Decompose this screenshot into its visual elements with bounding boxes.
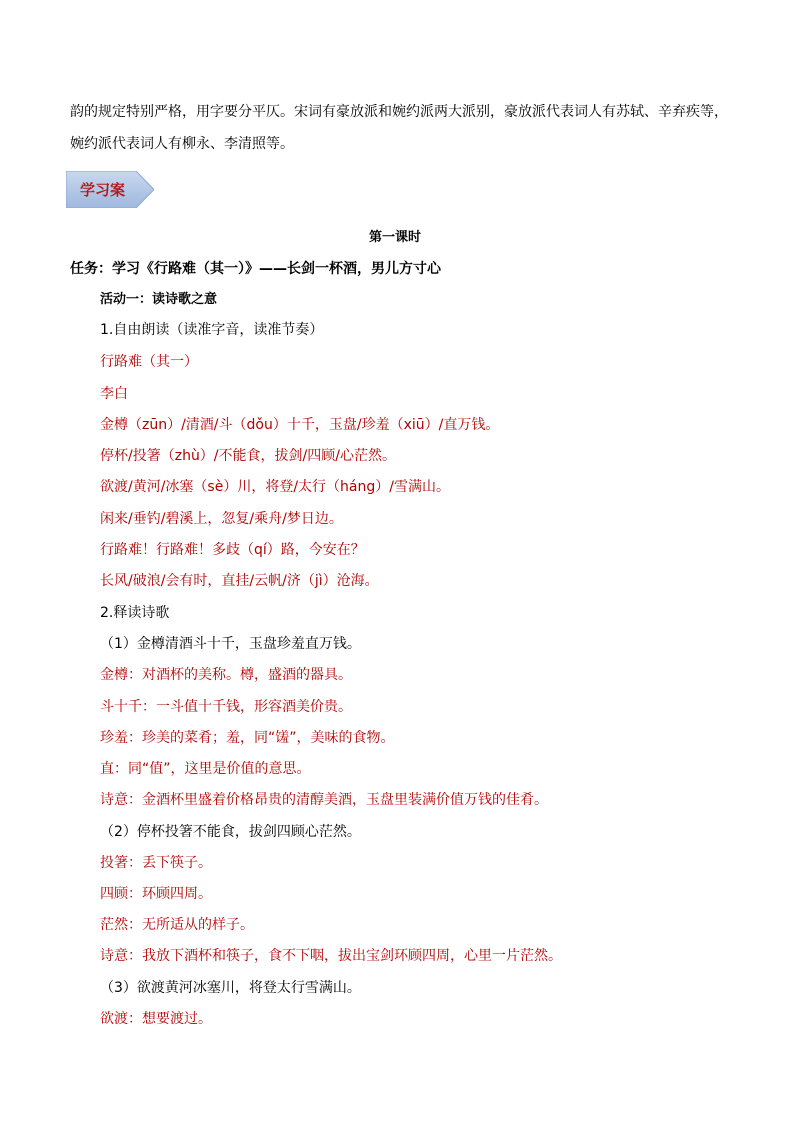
poem-line: 欲渡/黄河/冰塞（sè）川，将登/太行（háng）/雪满山。 <box>100 479 450 495</box>
note-line: 投箸：丢下筷子。 <box>100 855 212 871</box>
section-title: 第一课时 <box>369 230 422 245</box>
poem-title: 行路难（其一） <box>100 354 198 370</box>
poem-line: 长风/破浪/会有时，直挂/云帆/济（jì）沧海。 <box>100 573 379 589</box>
note-line: 直：同“值”，这里是价值的意思。 <box>100 761 311 777</box>
poem-line: 停杯/投箸（zhù）/不能食，拔剑/四顾/心茫然。 <box>100 448 396 464</box>
poem-author: 李白 <box>100 386 128 402</box>
note-line: 诗意：我放下酒杯和筷子，食不下咽，拔出宝剑环顾四周，心里一片茫然。 <box>100 948 562 964</box>
note-line: 欲渡：想要渡过。 <box>100 1011 212 1027</box>
intro-line-2: 婉约派代表词人有柳永、李清照等。 <box>70 136 294 152</box>
note-line: 茫然：无所适从的样子。 <box>100 917 254 933</box>
question-2: （2）停杯投箸不能食，拔剑四顾心茫然。 <box>100 824 361 840</box>
tag-label: 学习案 <box>80 181 126 199</box>
note-line: 斗十千：一斗值十千钱，形容酒美价贵。 <box>100 699 352 715</box>
study-plan-tag <box>66 171 154 208</box>
question-1: （1）金樽清酒斗十千，玉盘珍羞直万钱。 <box>100 636 361 652</box>
note-line: 珍羞：珍美的菜肴；羞，同“馐”，美味的食物。 <box>100 730 395 746</box>
intro-line-1: 韵的规定特别严格，用字要分平仄。宋词有豪放派和婉约派两大派别，豪放派代表词人有苏轼、辛弃疾等， <box>70 104 728 120</box>
question-3: （3）欲渡黄河冰塞川，将登太行雪满山。 <box>100 980 361 996</box>
task-title: 任务：学习《行路难（其一）》——长剑一杯酒，男儿方寸心 <box>70 261 441 277</box>
step1-title: 1.自由朗读（读准字音，读准节奏） <box>100 322 324 338</box>
poem-line: 闲来/垂钓/碧溪上，忽复/乘舟/梦日边。 <box>100 511 343 527</box>
note-line: 诗意：金酒杯里盛着价格昂贵的清醇美酒，玉盘里装满价值万钱的佳肴。 <box>100 792 548 808</box>
poem-line: 金樽（zūn）/清酒/斗（dǒu）十千，玉盘/珍羞（xiū）/直万钱。 <box>100 417 500 433</box>
activity-title: 活动一：读诗歌之意 <box>100 292 218 307</box>
poem-line: 行路难！行路难！多歧（qí）路，今安在？ <box>100 542 365 558</box>
step2-title: 2.释读诗歌 <box>100 605 170 621</box>
note-line: 金樽：对酒杯的美称。樽，盛酒的器具。 <box>100 667 352 683</box>
note-line: 四顾：环顾四周。 <box>100 886 212 902</box>
